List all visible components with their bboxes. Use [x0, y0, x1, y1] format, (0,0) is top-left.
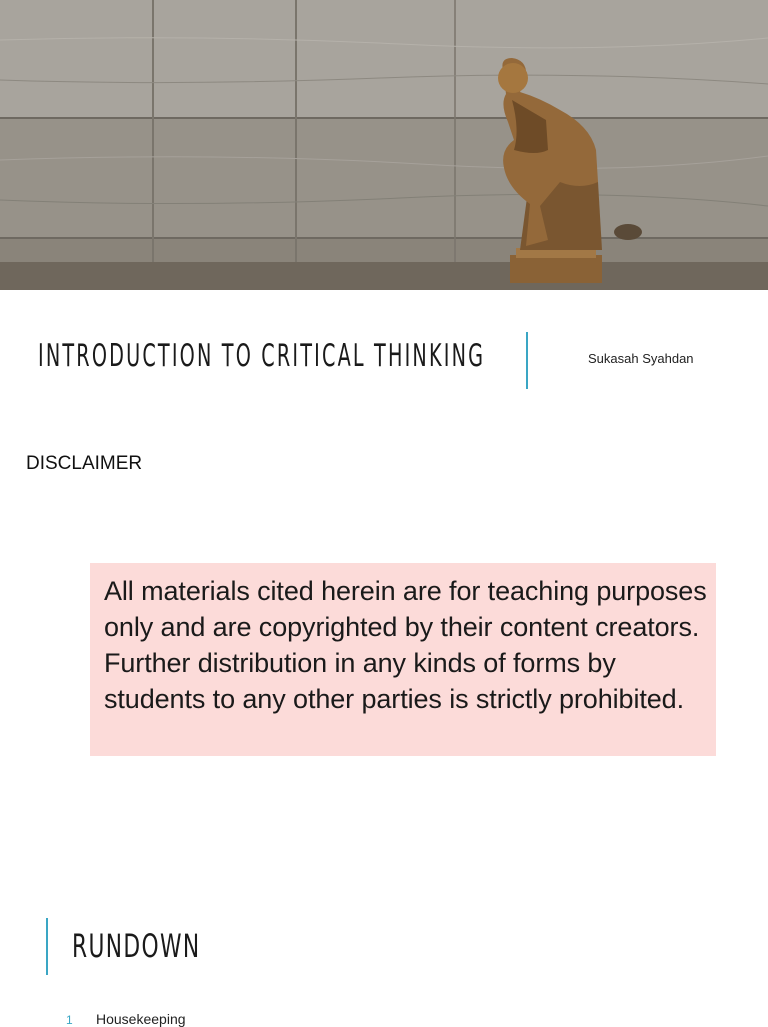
list-item-label: Housekeeping: [96, 1011, 186, 1027]
rundown-heading: RUNDOWN: [72, 927, 201, 965]
rundown-list: [66, 1011, 186, 1027]
author-name: Sukasah Syahdan: [588, 351, 694, 366]
presentation-title: INTRODUCTION TO CRITICAL THINKING: [38, 338, 486, 374]
disclaimer-box: [90, 563, 716, 756]
disclaimer-text: All materials cited herein are for teaching purposes only and are copyrighted by their content creators. Further distribution in any kinds of forms by students to any other parties is strictly prohibited.: [104, 576, 707, 714]
disclaimer-heading: DISCLAIMER: [26, 453, 143, 474]
title-accent-bar: [526, 332, 528, 389]
hero-image: [0, 0, 768, 290]
list-item-number: 1: [66, 1013, 73, 1027]
rundown-accent-bar: [46, 918, 48, 975]
thinker-statue-image: [0, 0, 768, 290]
list-item: [66, 1011, 186, 1027]
